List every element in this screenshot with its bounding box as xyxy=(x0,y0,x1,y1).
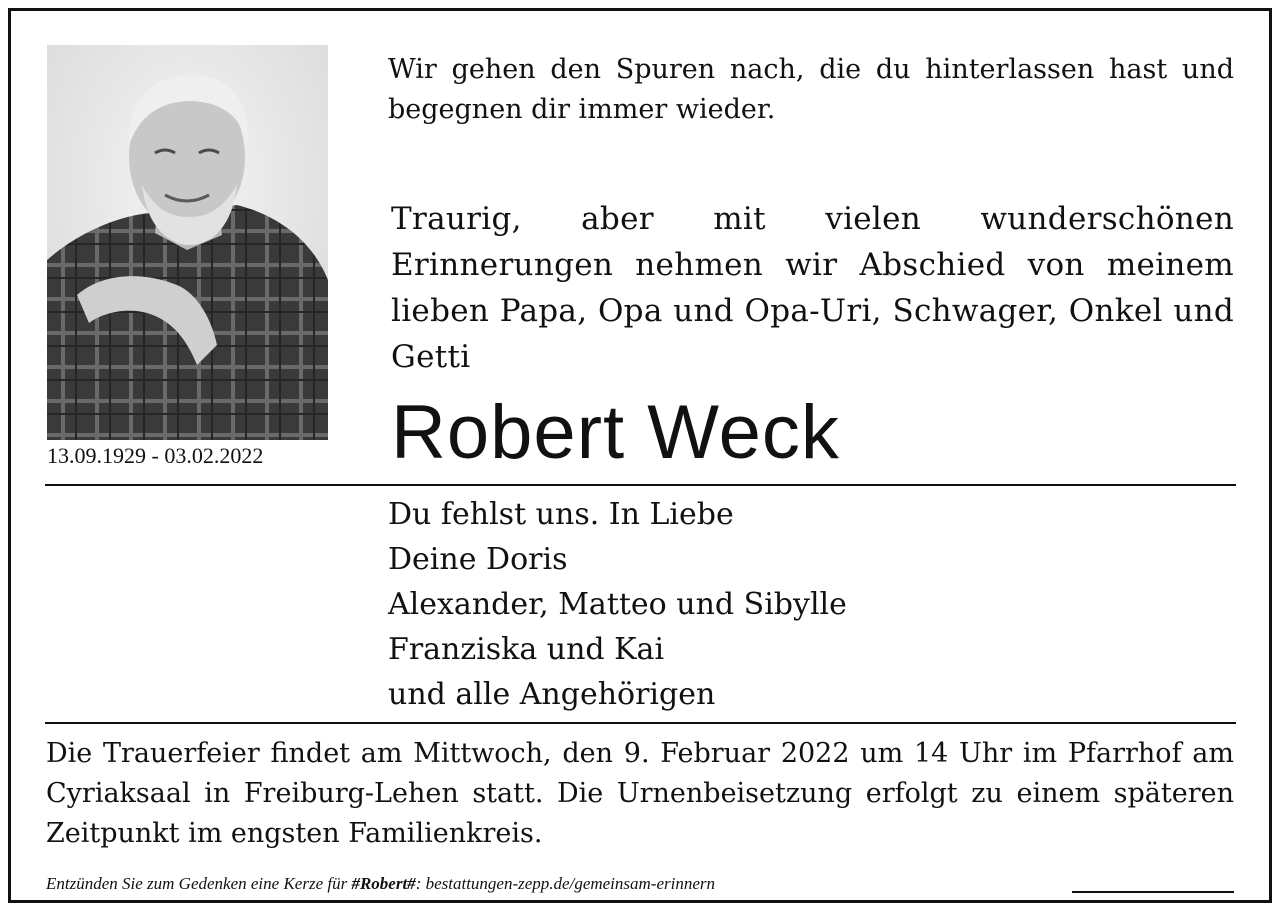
mourners-list xyxy=(388,492,1234,717)
signoff-line: Franziska und Kai xyxy=(388,632,665,667)
footer-link[interactable]: : bestattungen-zepp.de/gemeinsam-erinnern xyxy=(415,874,716,893)
deceased-name: Robert Weck xyxy=(391,390,840,475)
memorial-quote: Wir gehen den Spuren nach, die du hinterlassen hast und begegnen dir immer wieder. xyxy=(388,54,1234,125)
life-dates: 13.09.1929 - 03.02.2022 xyxy=(47,443,264,468)
divider-bottom xyxy=(45,722,1236,724)
signoff-line: und alle Angehörigen xyxy=(388,677,716,712)
footer-prefix: Entzünden Sie zum Gedenken eine Kerze für xyxy=(46,874,352,893)
farewell-text: Traurig, aber mit vielen wunderschönen Erinnerungen nehmen wir Abschied von meinem lieben Papa, Opa und Opa-Uri, Schwager, Onkel und Getti xyxy=(391,201,1234,375)
signoff-line: Du fehlst uns. In Liebe xyxy=(388,497,734,532)
footer-divider xyxy=(1072,891,1234,893)
candle-footer xyxy=(46,873,1076,895)
footer-hashtag: #Robert# xyxy=(351,874,416,893)
signoff-line: Alexander, Matteo und Sibylle xyxy=(388,587,847,622)
portrait-photo xyxy=(47,45,328,440)
signoff-line: Deine Doris xyxy=(388,542,568,577)
service-notice: Die Trauerfeier findet am Mittwoch, den 9. Februar 2022 um 14 Uhr im Pfarrhof am Cyriaksaal in Freiburg-Lehen statt. Die Urnenbeisetzung erfolgt zu einem späteren Zeitpunkt im engsten Familienkreis. xyxy=(46,738,1234,849)
divider-top xyxy=(45,484,1236,486)
